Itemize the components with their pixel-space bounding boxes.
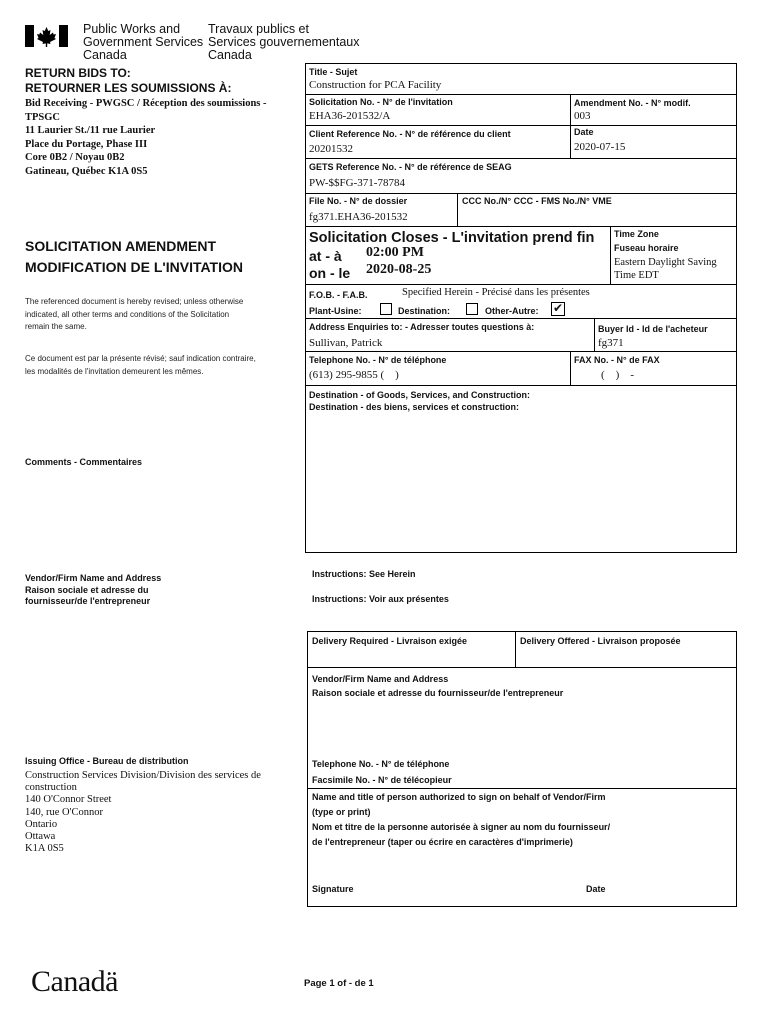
destination-goods-label-2: Destination - des biens, services et construction:: [309, 402, 520, 412]
rule: [307, 667, 737, 668]
return-bids-line: 11 Laurier St./11 rue Laurier: [25, 125, 156, 136]
solicitation-no-label: Solicitation No. - N° de l'invitation: [309, 97, 453, 107]
ccc-no-label: CCC No./N° CCC - FMS No./N° VME: [462, 196, 612, 206]
telephone-label: Telephone No. - N° de téléphone: [309, 355, 447, 365]
timezone-label-2: Fuseau horaire: [614, 243, 679, 253]
amendment-no-value: 003: [574, 110, 591, 122]
vendor-left-block: [25, 573, 161, 608]
delivery-offered-label: Delivery Offered - Livraison proposée: [520, 636, 681, 646]
rule: [570, 351, 571, 385]
header-en-line3: Canada: [83, 48, 127, 62]
rule: [307, 788, 737, 789]
rule: [305, 125, 737, 126]
rule: [305, 226, 737, 227]
closes-label: Solicitation Closes - L'invitation prend fin: [309, 230, 595, 246]
telephone-value: (613) 295-9855 ( ): [309, 369, 399, 381]
closes-at-label: at - à: [309, 248, 342, 264]
amendment-note-en: [25, 296, 243, 334]
return-bids-title-fr: RETOURNER LES SOUMISSIONS À:: [25, 81, 232, 95]
rule: [594, 318, 595, 351]
fob-label: F.O.B. - F.A.B.: [309, 290, 368, 300]
client-ref-label: Client Reference No. - N° de référence du client: [309, 129, 511, 139]
rule: [305, 284, 737, 285]
rule: [305, 158, 737, 159]
address-enquiries-value: Sullivan, Patrick: [309, 337, 383, 349]
authorized-name-label-1: Name and title of person authorized to sign on behalf of Vendor/Firm: [312, 792, 606, 802]
amendment-note-fr: [25, 353, 256, 378]
instructions-en: Instructions: See Herein: [312, 569, 416, 579]
amendment-no-label: Amendment No. - N° modif.: [574, 98, 691, 108]
delivery-required-label: Delivery Required - Livraison exigée: [312, 636, 468, 646]
vendor-left-line: Raison sociale et adresse du: [25, 584, 149, 595]
fax-value: ( ) -: [601, 369, 634, 381]
comments-label: Comments - Commentaires: [25, 457, 143, 467]
destination-label: Destination:: [398, 306, 451, 316]
closes-time-value: 02:00 PM: [366, 245, 424, 260]
check-mark-icon: ✔: [553, 301, 564, 315]
fax-label: FAX No. - N° de FAX: [574, 355, 660, 365]
destination-goods-label-1: Destination - of Goods, Services, and Construction:: [309, 390, 531, 400]
fob-value: Specified Herein - Précisé dans les présentes: [402, 287, 590, 298]
canada-flag-icon: [25, 25, 68, 47]
issuing-line: 140 O'Connor Street: [25, 794, 112, 806]
return-bids-address: [25, 97, 267, 178]
header-en-line2: Government Services: [83, 35, 204, 49]
header-fr-line3: Canada: [208, 48, 252, 62]
plant-usine-label: Plant-Usine:: [309, 306, 362, 316]
address-enquiries-label: Address Enquiries to: - Adresser toutes questions à:: [309, 322, 535, 332]
other-autre-checkbox[interactable]: [551, 302, 565, 316]
destination-checkbox[interactable]: [466, 303, 478, 315]
client-ref-value: 20201532: [309, 143, 353, 155]
rule: [305, 318, 737, 319]
issuing-line: construction: [25, 782, 77, 794]
page-number: Page 1 of - de 1: [304, 978, 374, 989]
title-value: Construction for PCA Facility: [309, 79, 442, 91]
note-line: Ce document est par la présente révisé; sauf indication contraire,: [25, 354, 256, 363]
gets-ref-label: GETS Reference No. - N° de référence de SEAG: [309, 162, 512, 172]
rule: [457, 193, 458, 226]
issuing-line: 140, rue O'Connor: [25, 806, 104, 818]
header-fr-line1: Travaux publics et: [208, 22, 309, 36]
return-bids-line: TPSGC: [25, 111, 61, 123]
government-signature: [25, 22, 365, 64]
vendor-firm-label-1: Vendor/Firm Name and Address: [312, 674, 449, 684]
return-bids-line: Gatineau, Québec K1A 0S5: [25, 165, 148, 177]
rule: [570, 94, 571, 158]
vendor-firm-label-2: Raison sociale et adresse du fournisseur/de l'entrepreneur: [312, 688, 564, 698]
timezone-label-1: Time Zone: [614, 229, 659, 239]
buyer-id-value: fg371: [598, 337, 624, 349]
rule: [305, 94, 737, 95]
date-label: Date: [574, 127, 594, 137]
closes-on-label: on - le: [309, 265, 351, 281]
return-bids-line: Place du Portage, Phase III: [25, 138, 148, 150]
authorized-name-label-4: de l'entrepreneur (taper ou écrire en caractères d'imprimerie): [312, 837, 573, 847]
note-line: les modalités de l'invitation demeurent les mêmes.: [25, 366, 204, 376]
solicitation-no-value: EHA36-201532/A: [309, 110, 391, 122]
rule: [610, 226, 611, 284]
note-line: indicated, all other terms and conditions of the Solicitation: [25, 309, 230, 319]
authorized-name-label-2: (type or print): [312, 807, 371, 817]
timezone-value-2: Time EDT: [614, 270, 659, 281]
rule: [305, 193, 737, 194]
instructions-fr: Instructions: Voir aux présentes: [312, 594, 449, 604]
rule: [305, 351, 595, 352]
authorized-name-label-3: Nom et titre de la personne autorisée à signer au nom du fournisseur/: [312, 822, 611, 832]
issuing-office-label: Issuing Office - Bureau de distribution: [25, 756, 189, 766]
other-autre-label: Other-Autre:: [485, 306, 539, 316]
issuing-line: K1A 0S5: [25, 843, 64, 855]
issuing-line: Ontario: [25, 818, 58, 830]
return-bids-title-en: RETURN BIDS TO:: [25, 66, 131, 80]
issuing-line: Ottawa: [25, 831, 56, 843]
amendment-title-fr: MODIFICATION DE L'INVITATION: [25, 259, 243, 275]
rule: [305, 385, 737, 386]
closes-date-value: 2020-08-25: [366, 262, 432, 277]
header-en-line1: Public Works and: [83, 22, 181, 36]
return-bids-line: Core 0B2 / Noyau 0B2: [25, 152, 125, 163]
note-line: The referenced document is hereby revised; unless otherwise: [25, 297, 244, 306]
vendor-facsimile-label: Facsimile No. - N° de télécopieur: [312, 775, 452, 785]
vendor-left-line: Vendor/Firm Name and Address: [25, 573, 162, 583]
rule: [515, 631, 516, 667]
issuing-office-address: [25, 770, 261, 855]
signature-date-label: Date: [586, 884, 606, 894]
file-no-label: File No. - N° de dossier: [309, 196, 408, 206]
vendor-telephone-label: Telephone No. - N° de téléphone: [312, 759, 450, 769]
rule: [570, 351, 737, 352]
amendment-title-en: SOLICITATION AMENDMENT: [25, 238, 217, 254]
gets-ref-value: PW-$$FG-371-78784: [309, 177, 405, 189]
issuing-line: Construction Services Division/Division des services de: [25, 770, 261, 781]
plant-usine-checkbox[interactable]: [380, 303, 392, 315]
title-label: Title - Sujet: [309, 67, 358, 77]
note-line: remain the same.: [25, 322, 87, 331]
header-fr-line2: Services gouvernementaux: [208, 35, 360, 49]
return-bids-line: Bid Receiving - PWGSC / Réception des soumissions -: [25, 98, 267, 109]
delivery-box: [307, 631, 737, 907]
signature-label: Signature: [312, 884, 354, 894]
vendor-left-line: fournisseur/de l'entrepreneur: [25, 596, 151, 606]
canada-wordmark: Canadä: [31, 965, 118, 998]
date-value: 2020-07-15: [574, 141, 626, 153]
timezone-value-1: Eastern Daylight Saving: [614, 257, 717, 268]
file-no-value: fg371.EHA36-201532: [309, 211, 408, 223]
buyer-id-label: Buyer Id - Id de l'acheteur: [598, 324, 708, 334]
